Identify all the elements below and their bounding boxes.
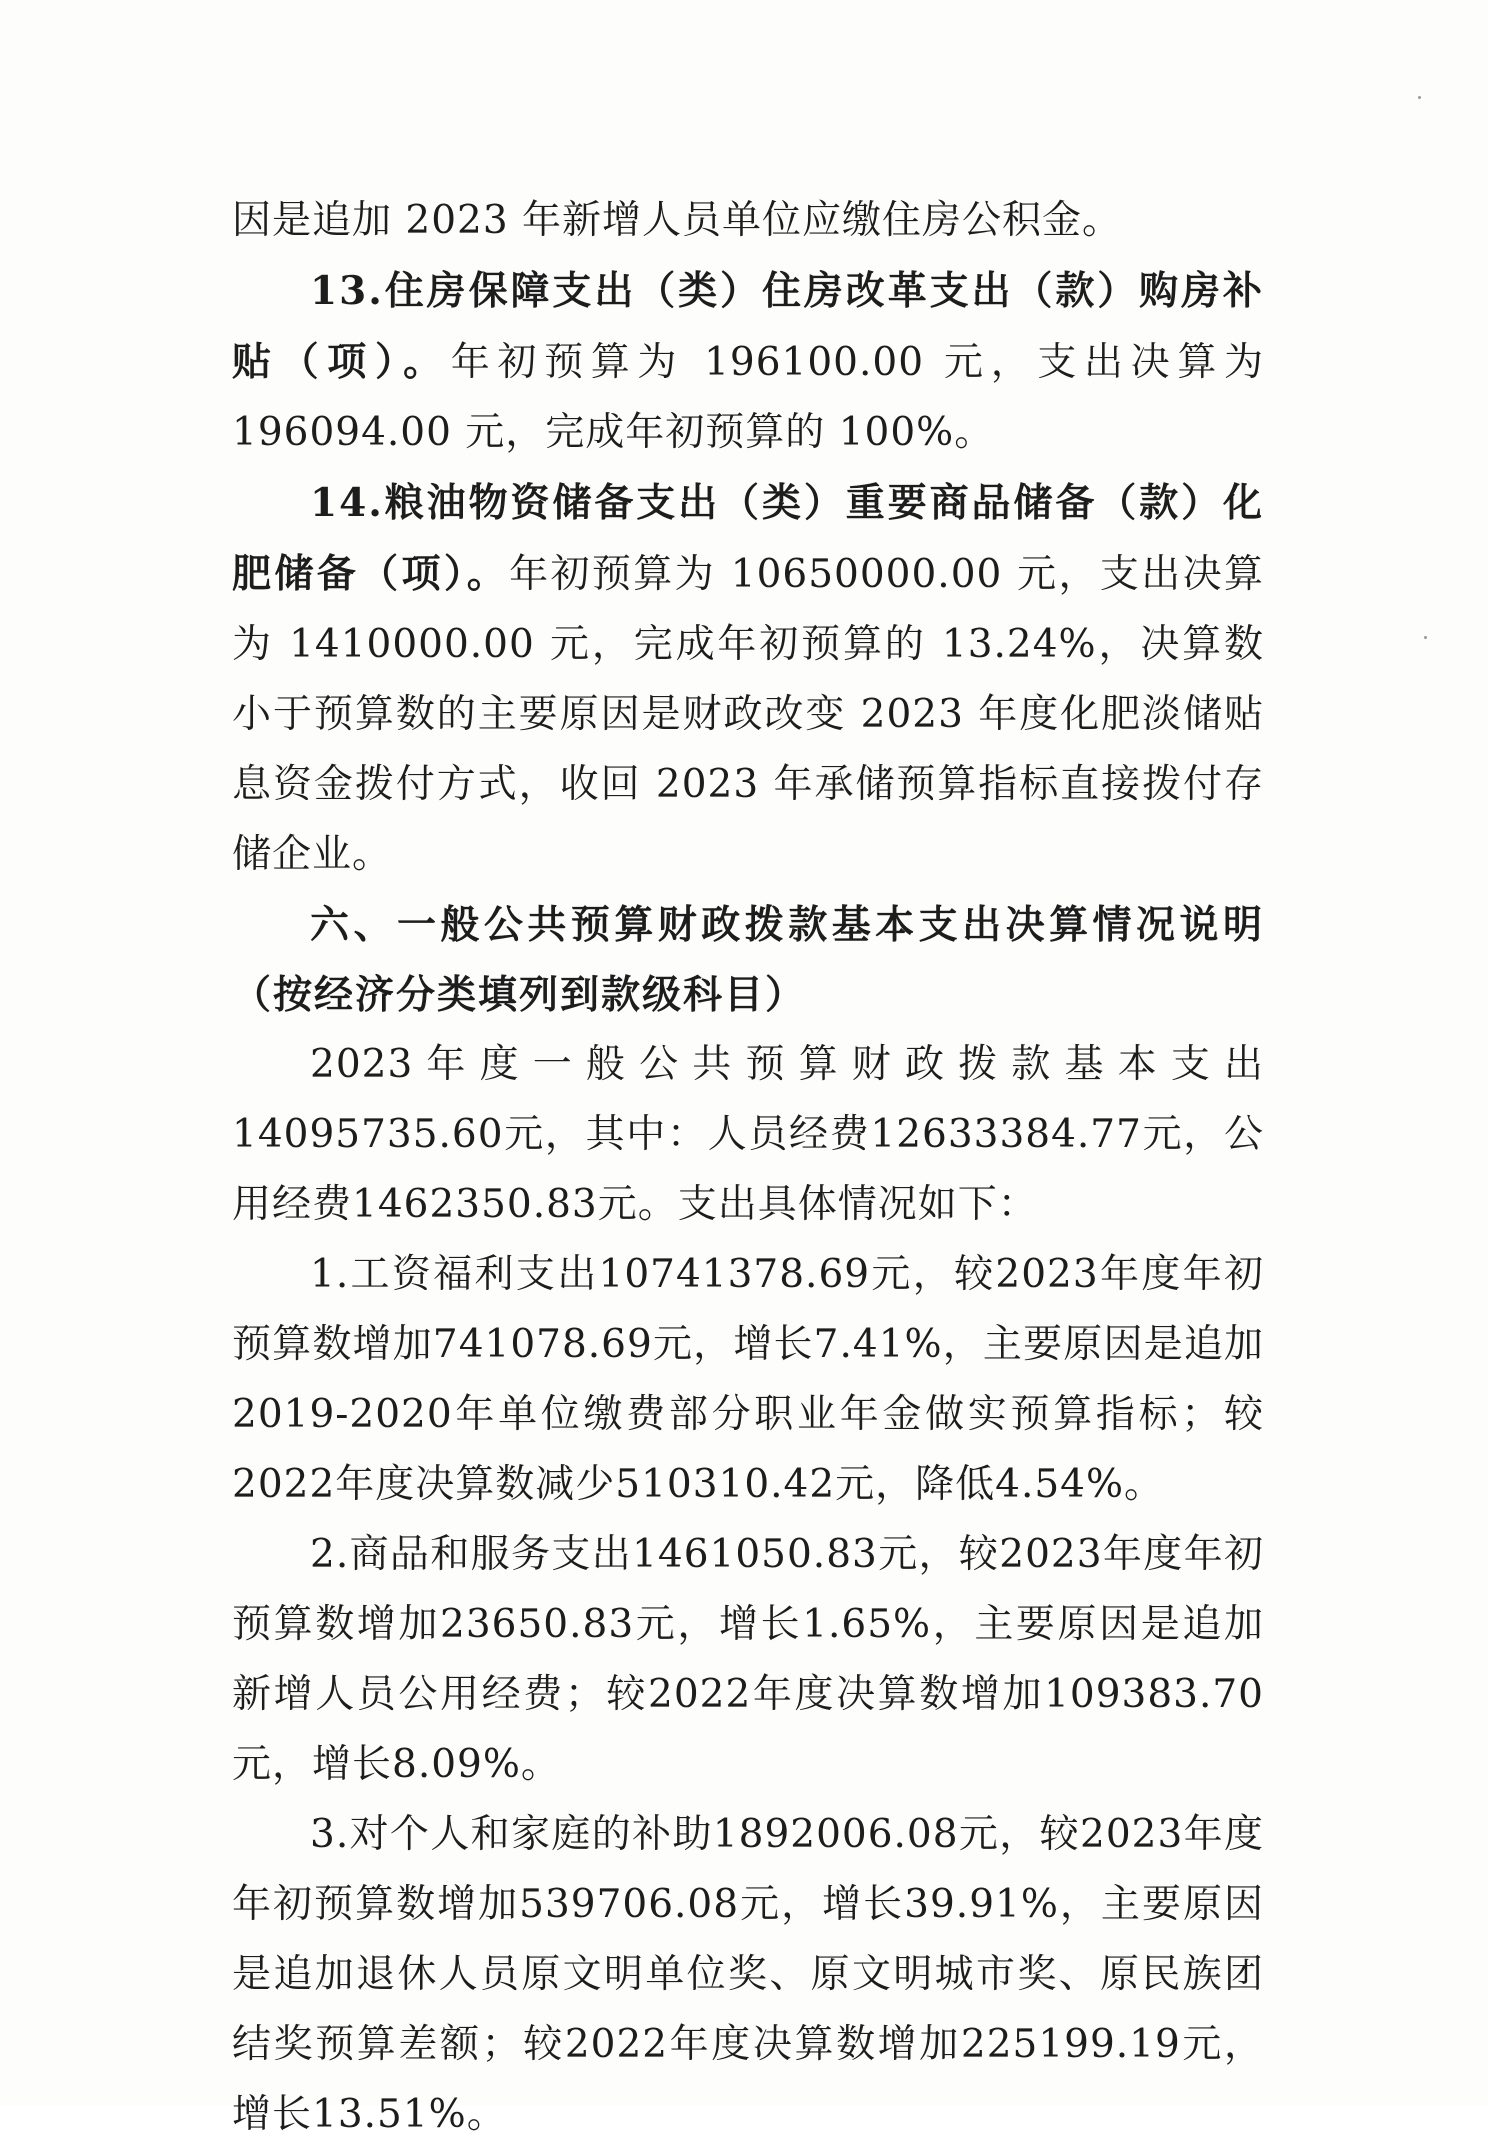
item-14-heading: 14.粮油物资储备支出（类）重要商品储备（款）化肥储备（项）。 [232,480,1264,597]
paragraph-item-13-housing-subsidy [232,256,1264,468]
item-13-body: 年初预算为 196100.00 元，支出决算为 196094.00 元，完成年初预算的 100%。 [232,340,1264,455]
paragraph-item-1-wages-welfare: 1.工资福利支出10741378.69元，较2023年度年初预算数增加741078.69元，增长7.41%，主要原因是追加2019-2020年单位缴费部分职业年金做实预算指标；较2022年度决算数减少510310.42元，降低4.54%。 [232,1252,1264,1507]
paragraph-housing-fund-continuation: 因是追加 2023 年新增人员单位应缴住房公积金。 [232,198,1123,243]
item-13-heading: 13.住房保障支出（类）住房改革支出（款）购房补贴（项）。 [232,268,1264,385]
scan-speck [1418,96,1421,99]
item-14-body: 年初预算为 10650000.00 元，支出决算为 1410000.00 元，完成年初预算的 13.24%，决算数小于预算数的主要原因是财政改变 2023 年度化肥淡储贴息资金拨付方式，收回 2023 年承储预算指标直接拨付存储企业。 [232,552,1264,877]
paragraph-item-2-goods-services: 2.商品和服务支出1461050.83元，较2023年度年初预算数增加23650.83元，增长1.65%，主要原因是追加新增人员公用经费；较2022年度决算数增加109383.70元，增长8.09%。 [232,1532,1264,1787]
paragraph-item-3-individual-household-subsidy: 3.对个人和家庭的补助1892006.08元，较2023年度年初预算数增加539706.08元，增长39.91%，主要原因是追加退休人员原文明单位奖、原文明城市奖、原民族团结奖预算差额；较2022年度决算数增加225199.19元，增长13.51%。 [232,1812,1264,2137]
paragraph-item-14-fertilizer-reserve [232,468,1264,890]
scan-speck [1424,636,1427,639]
paragraph-basic-expenditure-summary: 2023年度一般公共预算财政拨款基本支出14095735.60元，其中：人员经费12633384.77元，公用经费1462350.83元。支出具体情况如下： [232,1042,1264,1227]
document-body [232,186,1264,2150]
section-heading-six: 六、一般公共预算财政拨款基本支出决算情况说明（按经济分类填列到款级科目） [232,902,1264,1018]
